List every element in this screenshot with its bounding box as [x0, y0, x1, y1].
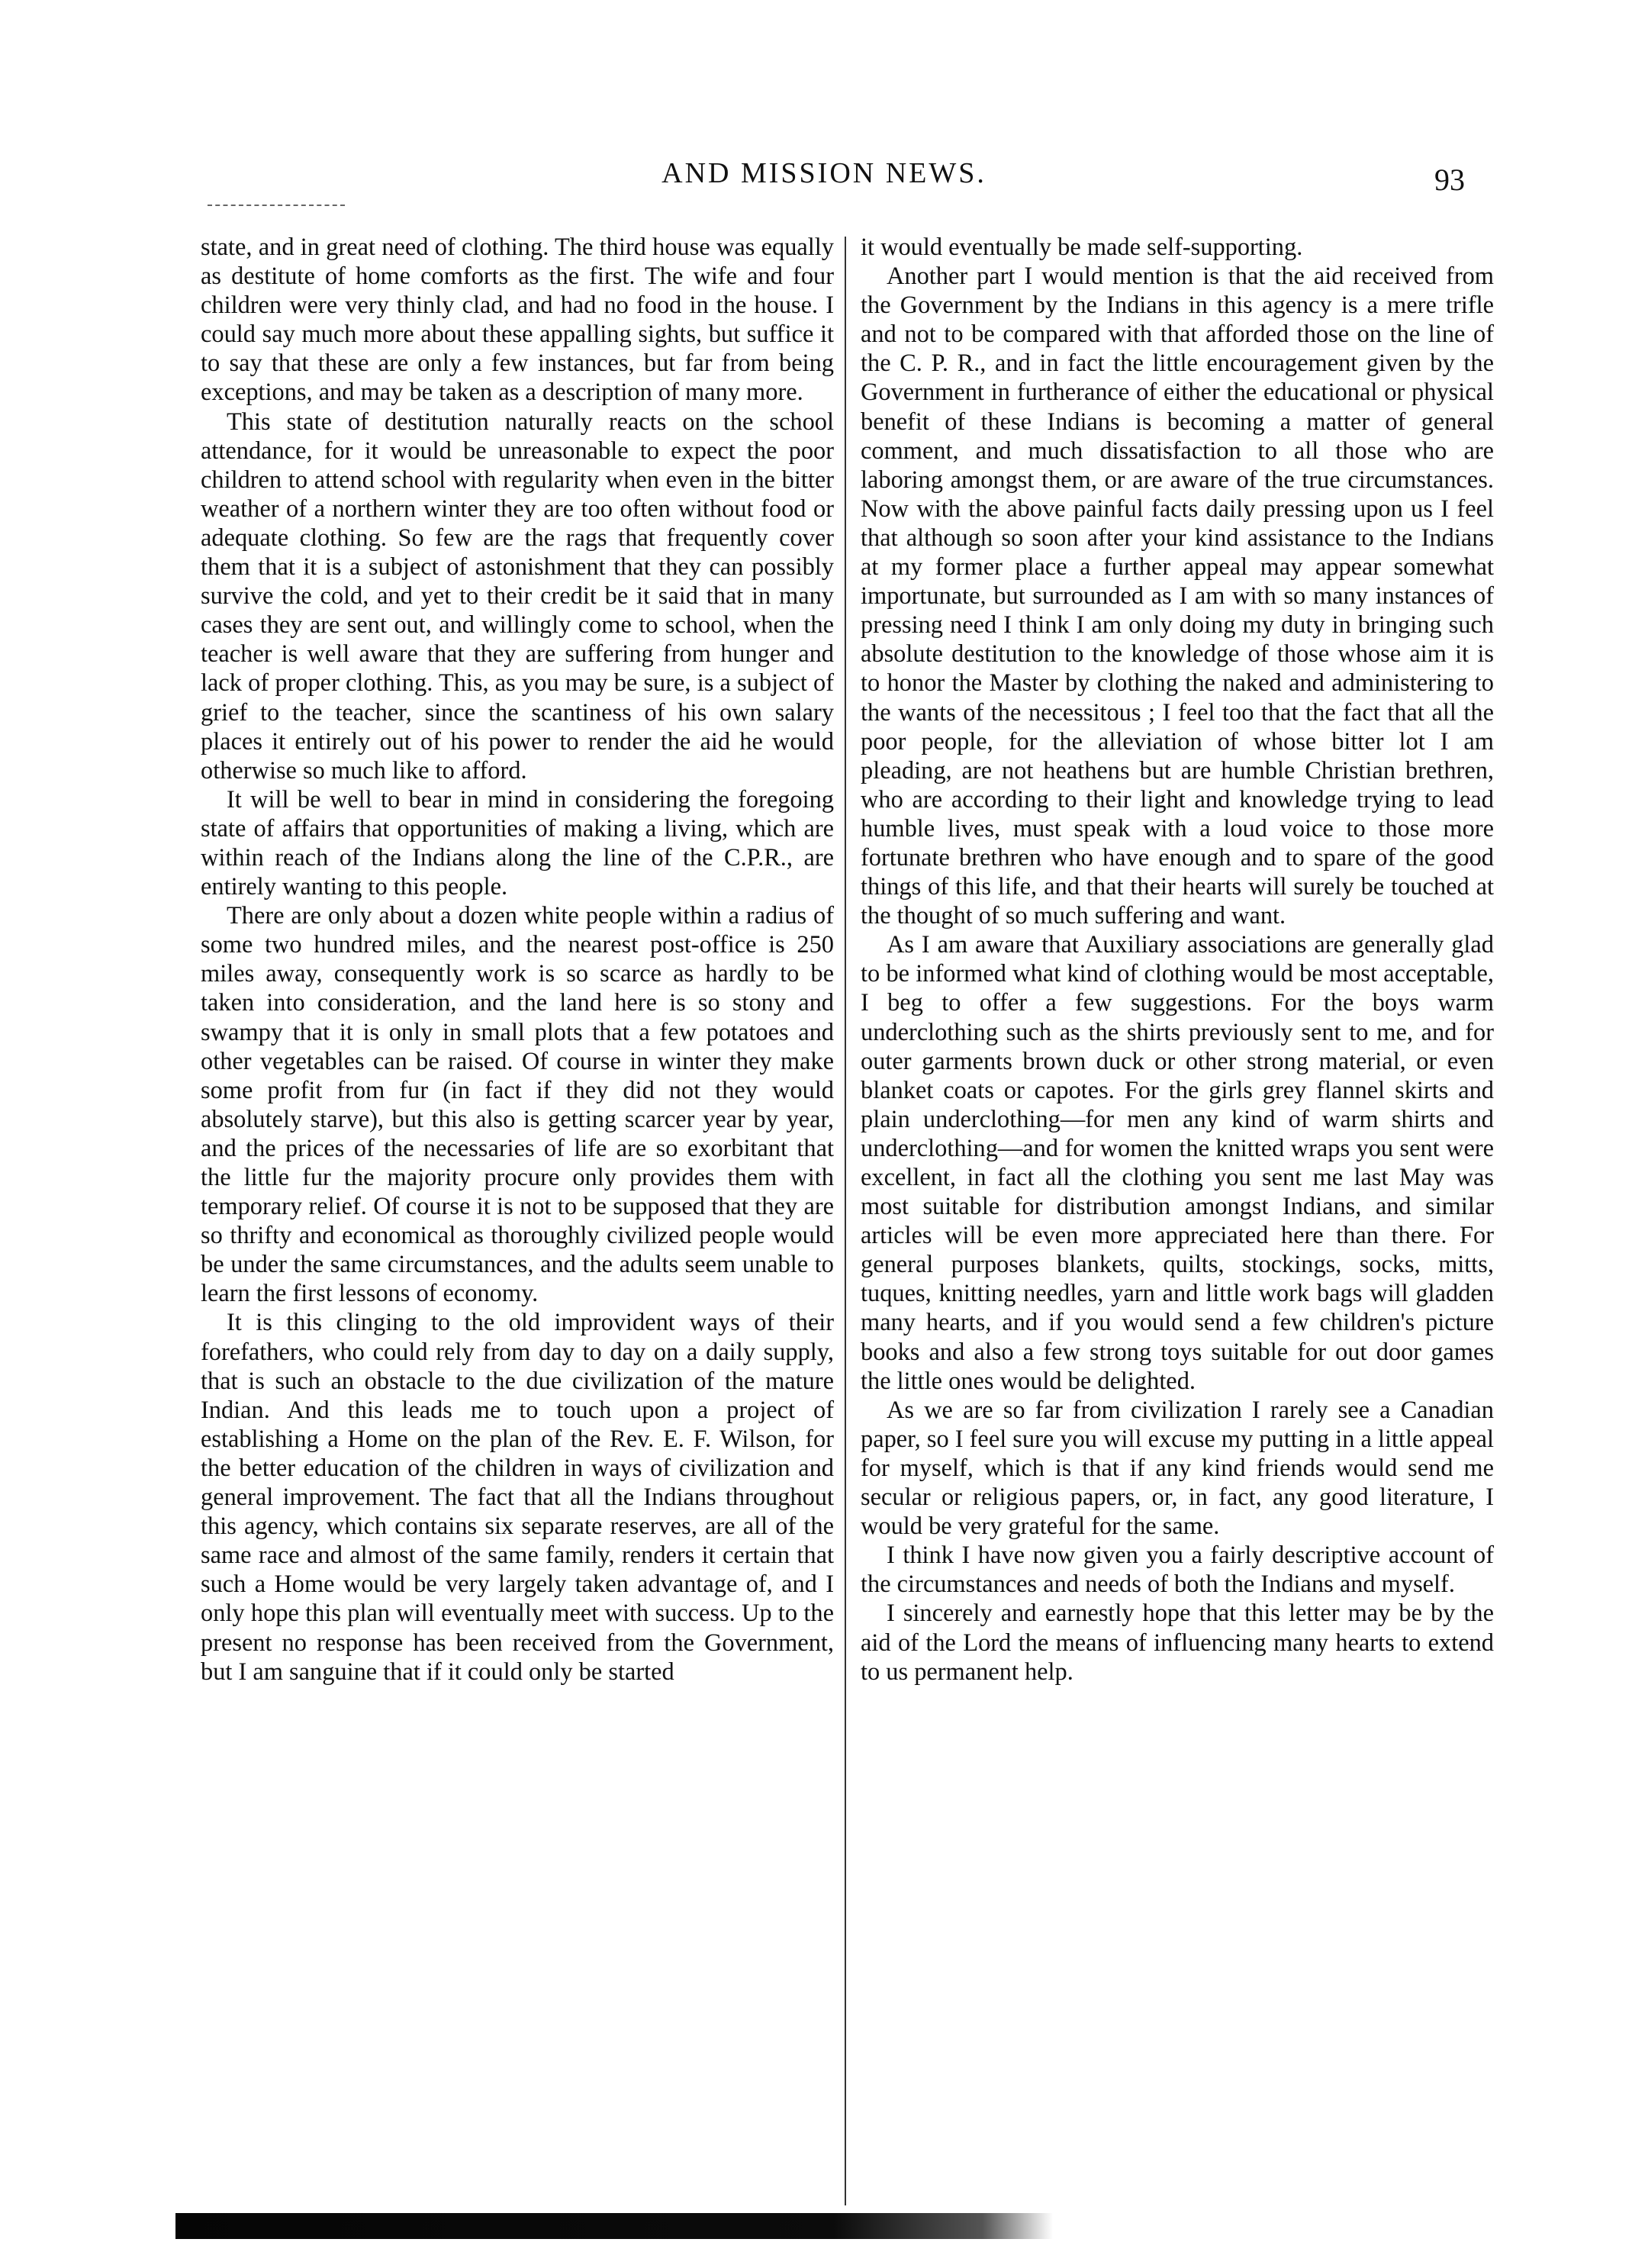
paragraph: As we are so far from civilization I rarely see a Canadian paper, so I feel sure you will excuse my putting in a little appeal for myself, which is that if any kind friends would send me secular or religious papers, or, in fact, any good literature, I would be very grateful for the same. [861, 1396, 1494, 1541]
paragraph: Another part I would mention is that the aid received from the Government by the Indians in this agency is a mere trifle and not to be compared with that afforded those on the line of the C. P. R., and in fact the little encouragement given by the Government in furtherance of either the educational or physical benefit of these Indians is becoming a matter of general comment, and much dissatisfaction to all those who are laboring amongst them, or are aware of the true circumstances. Now with the above painful facts daily pressing upon us I feel that although so soon after your kind assistance to the Indians at my former place a further appeal may appear somewhat importunate, but surrounded as I am with so many instances of pressing need I think I am only doing my duty in bringing such absolute destitution to the knowledge of those whose aim it is to honor the Master by clothing the naked and administering to the wants of the necessitous ; I feel too that the fact that all the poor people, for the alleviation of whose bitter lot I am pleading, are not heathens but are humble Christian brethren, who are according to their light and knowledge trying to lead humble lives, must speak with a loud voice to those more fortunate brethren who have enough and to spare of the good things of this life, and that their hearts will surely be touched at the thought of so much suffering and want. [861, 263, 1494, 930]
paragraph: It will be well to bear in mind in considering the foregoing state of affairs that opportunities of making a living, which are within reach of the Indians along the line of the C.P.R., are entirely wanting to this people. [201, 785, 834, 901]
paragraph: it would eventually be made self-supporting. [861, 234, 1303, 261]
column-divider [845, 237, 846, 2205]
paragraph: state, and in great need of clothing. The third house was equally as destitute of home comforts as the first. The wife and four children were very thinly clad, and had no food in the house. I could say much more about these appalling sights, but suffice it to say that these are only a few instances, but far from being exceptions, and may be taken as a description of many more. [201, 234, 834, 407]
bottom-scan-bar [175, 2213, 1053, 2239]
paragraph: I think I have now given you a fairly descriptive account of the circumstances and needs of both the Indians and myself. [861, 1542, 1494, 1599]
running-head: AND MISSION NEWS. [661, 157, 987, 189]
paragraph: This state of destitution naturally reacts on the school attendance, for it would be unreasonable to expect the poor children to attend school with regularity when even in the bitter weather of a northern winter they are too often without food or adequate clothing. So few are the rags that frequently cover them that it is a subject of astonishment that they can possibly survive the cold, and yet to their credit be it said that in many cases they are sent out, and willingly come to school, when the teacher is well aware that they are suffering from hunger and lack of proper clothing. This, as you may be sure, is a subject of grief to the teacher, since the scantiness of his own salary places it entirely out of his power to render the aid he would otherwise so much like to afford. [201, 408, 834, 784]
left-column [201, 233, 834, 1687]
right-column [861, 233, 1494, 1687]
page-number: 93 [1434, 163, 1465, 197]
header-rule [208, 205, 345, 206]
paragraph: There are only about a dozen white people within a radius of some two hundred miles, and the nearest post-office is 250 miles away, consequently work is so scarce as hardly to be taken into consideration, and the land here is so stony and swampy that it is only in small plots that a few potatoes and other vegetables can be raised. Of course in winter they make some profit from fur (in fact if they did not they would absolutely starve), but this also is getting scarcer year by year, and the prices of the necessaries of life are so exorbitant that the little fur the majority procure only provides them with temporary relief. Of course it is not to be supposed that they are so thrifty and economical as thoroughly civilized people would be under the same circumstances, and the adults seem unable to learn the first lessons of economy. [201, 902, 834, 1308]
paragraph: It is this clinging to the old improvident ways of their forefathers, who could rely from day to day on a daily supply, that is such an obstacle to the due civilization of the mature Indian. And this leads me to touch upon a project of establishing a Home on the plan of the Rev. E. F. Wilson, for the better education of the children in ways of civilization and general improvement. The fact that all the Indians throughout this agency, which contains six separate reserves, are all of the same race and almost of the same family, renders it certain that such a Home would be very largely taken advantage of, and I only hope this plan will eventually meet with success. Up to the present no response has been received from the Government, but I am sanguine that if it could only be started [201, 1309, 834, 1686]
paragraph: As I am aware that Auxiliary associations are generally glad to be informed what kind of clothing would be most acceptable, I beg to offer a few suggestions. For the boys warm underclothing such as the shirts previously sent to me, and for outer garments brown duck or other strong material, or even blanket coats or capotes. For the girls grey flannel skirts and plain underclothing—for men any kind of warm shirts and underclothing—and for women the knitted wraps you sent were excellent, in fact all the clothing you sent me last May was most suitable for distribution amongst Indians, and similar articles will be even more appreciated here than there. For general purposes blankets, quilts, stockings, socks, mitts, tuques, knitting needles, yarn and little work bags will gladden many hearts, and if you would send a few children's picture books and also a few strong toys suitable for out door games the little ones would be delighted. [861, 931, 1494, 1395]
paragraph: I sincerely and earnestly hope that this letter may be by the aid of the Lord the means of influencing many hearts to extend to us permanent help. [861, 1600, 1494, 1686]
